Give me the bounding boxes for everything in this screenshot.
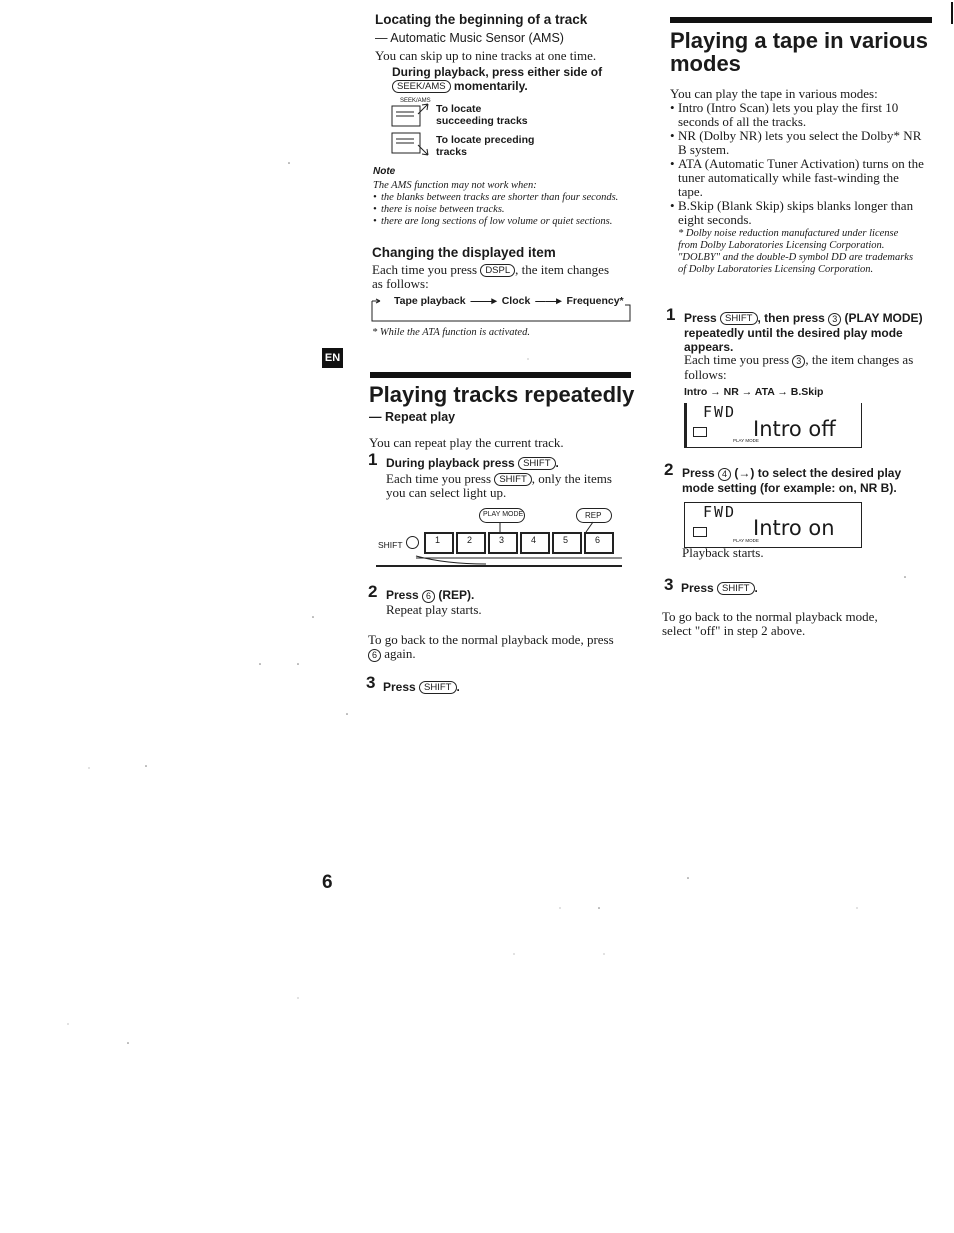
- modes-step-2-number: 2: [664, 460, 674, 479]
- panel-shift-label: SHIFT: [378, 540, 403, 550]
- mode-item-bskip: • B.Skip (Blank Skip) skips blanks longer than eight seconds.: [670, 199, 926, 227]
- modes-step-2-instruction: Press 4 (→) to select the desired play mode setting (for example: on, NR B).: [682, 466, 902, 495]
- note-heading: Note: [373, 166, 396, 177]
- ams-section-title: Locating the beginning of a track: [375, 12, 588, 27]
- flow-frequency: Frequency*: [566, 295, 624, 307]
- repeat-step-1-instruction: During playback press SHIFT .: [386, 456, 559, 470]
- repeat-section-title: Playing tracks repeatedly: [369, 382, 635, 407]
- note-item: • there is noise between tracks.: [373, 204, 633, 216]
- repeat-section-subtitle: — Repeat play: [369, 410, 456, 424]
- rep-callout: REP: [576, 508, 612, 523]
- locate-prev-label: To locate preceding tracks: [436, 134, 535, 158]
- shift-button: SHIFT: [717, 582, 754, 595]
- modes-section-title: Playing a tape in various modes: [670, 28, 928, 76]
- key-3-button: 3: [792, 355, 805, 368]
- display-flow-diagram: Tape playback ——▸ Clock ——▸ Frequency*: [370, 293, 632, 325]
- mode-item-ata: • ATA (Automatic Tuner Activation) turns on the tuner automatically while fast-winding the tape.: [670, 157, 926, 199]
- dspl-button: DSPL: [480, 264, 515, 277]
- panel-key: 6: [584, 532, 614, 554]
- locate-next-label: To locate succeeding tracks: [436, 103, 528, 127]
- modes-step-2-text: Playback starts.: [682, 545, 764, 560]
- shift-button: SHIFT: [518, 457, 555, 470]
- ams-instruction: During playback, press either side of SEEK/AMS momentarily.: [392, 65, 603, 93]
- display-section-title: Changing the displayed item: [372, 245, 556, 260]
- panel-key: 5: [552, 532, 582, 554]
- key-3-button: 3: [828, 313, 841, 326]
- seek-ams-up-icon: SEEK/AMS: [388, 100, 432, 130]
- repeat-step-1-number: 1: [368, 450, 378, 469]
- repeat-step-3-number: 3: [366, 673, 376, 692]
- repeat-back-text: To go back to the normal playback mode, press 6 again.: [368, 632, 614, 661]
- repeat-step-2-number: 2: [368, 582, 378, 601]
- flow-clock: Clock: [501, 295, 531, 307]
- lcd-fwd-indicator: FWD: [703, 403, 737, 421]
- panel-key: 2: [456, 532, 486, 554]
- modes-step-1-number: 1: [666, 305, 676, 324]
- lcd-main-text: Intro on: [753, 516, 835, 540]
- ams-intro-text: You can skip up to nine tracks at one time.: [375, 48, 597, 63]
- modes-step-3-instruction: Press SHIFT .: [681, 581, 758, 595]
- key-6-button: 6: [368, 649, 381, 662]
- repeat-step-2-instruction: Press 6 (REP).: [386, 588, 475, 602]
- modes-step-1-text: Each time you press 3 , the item changes as follows:: [684, 352, 914, 382]
- mode-item-nr: • NR (Dolby NR) lets you select the Dolby* NR B system.: [670, 129, 926, 157]
- panel-key: 4: [520, 532, 550, 554]
- modes-back-text: To go back to the normal playback mode, select "off" in step 2 above.: [662, 609, 878, 638]
- repeat-step-2-text: Repeat play starts.: [386, 602, 482, 617]
- note-item: • there are long sections of low volume or quiet sections.: [373, 216, 633, 228]
- ams-section-subtitle: — Automatic Music Sensor (AMS): [375, 31, 564, 45]
- shift-button: SHIFT: [720, 312, 757, 325]
- lcd-main-text: Intro off: [753, 417, 836, 441]
- shift-button: SHIFT: [419, 681, 456, 694]
- key-4-button: 4: [718, 468, 731, 481]
- modes-step-1-instruction: Press SHIFT , then press 3 (PLAY MODE) repeatedly until the desired play mode appears.: [684, 311, 923, 354]
- display-footnote: * While the ATA function is activated.: [372, 327, 530, 338]
- dolby-footnote: * Dolby noise reduction manufactured under license from Dolby Laboratories Licensing Corporation. "DOLBY" and the double-D symbol DD are trademarks of Dolby Laboratories Licensing Corporation.: [678, 228, 914, 275]
- repeat-step-3-instruction: Press SHIFT .: [383, 680, 460, 694]
- lcd-play-mode-tag: PLAY MODE: [733, 538, 759, 543]
- play-mode-callout: PLAY MODE: [479, 508, 525, 523]
- modes-step-3-number: 3: [664, 575, 674, 594]
- shift-button: SHIFT: [494, 473, 531, 486]
- note-body: The AMS function may not work when: • the blanks between tracks are shorter than four seconds. • there is noise between tracks. • there are long sections of low volume or quiet sections.: [373, 180, 633, 228]
- seek-ams-button: SEEK/AMS: [392, 80, 451, 93]
- repeat-intro: You can repeat play the current track.: [369, 435, 564, 450]
- lcd-play-mode-tag: PLAY MODE: [733, 438, 759, 443]
- note-item: • the blanks between tracks are shorter than four seconds.: [373, 192, 633, 204]
- display-text: Each time you press DSPL , the item changes as follows:: [372, 262, 609, 291]
- repeat-step-1-text: Each time you press SHIFT , only the items you can select light up.: [386, 471, 612, 500]
- panel-key: 1: [424, 532, 454, 554]
- key-6-button: 6: [422, 590, 435, 603]
- page-number: 6: [322, 872, 333, 893]
- mode-item-intro: • Intro (Intro Scan) lets you play the first 10 seconds of all the tracks.: [670, 101, 926, 129]
- lcd-fwd-indicator: FWD: [703, 503, 737, 521]
- panel-key: 3: [488, 532, 518, 554]
- modes-intro: You can play the tape in various modes:: [670, 86, 878, 101]
- language-badge: EN: [322, 348, 343, 368]
- mode-sequence: Intro → NR → ATA → B.Skip: [684, 386, 824, 398]
- flow-tape-playback: Tape playback: [394, 295, 466, 307]
